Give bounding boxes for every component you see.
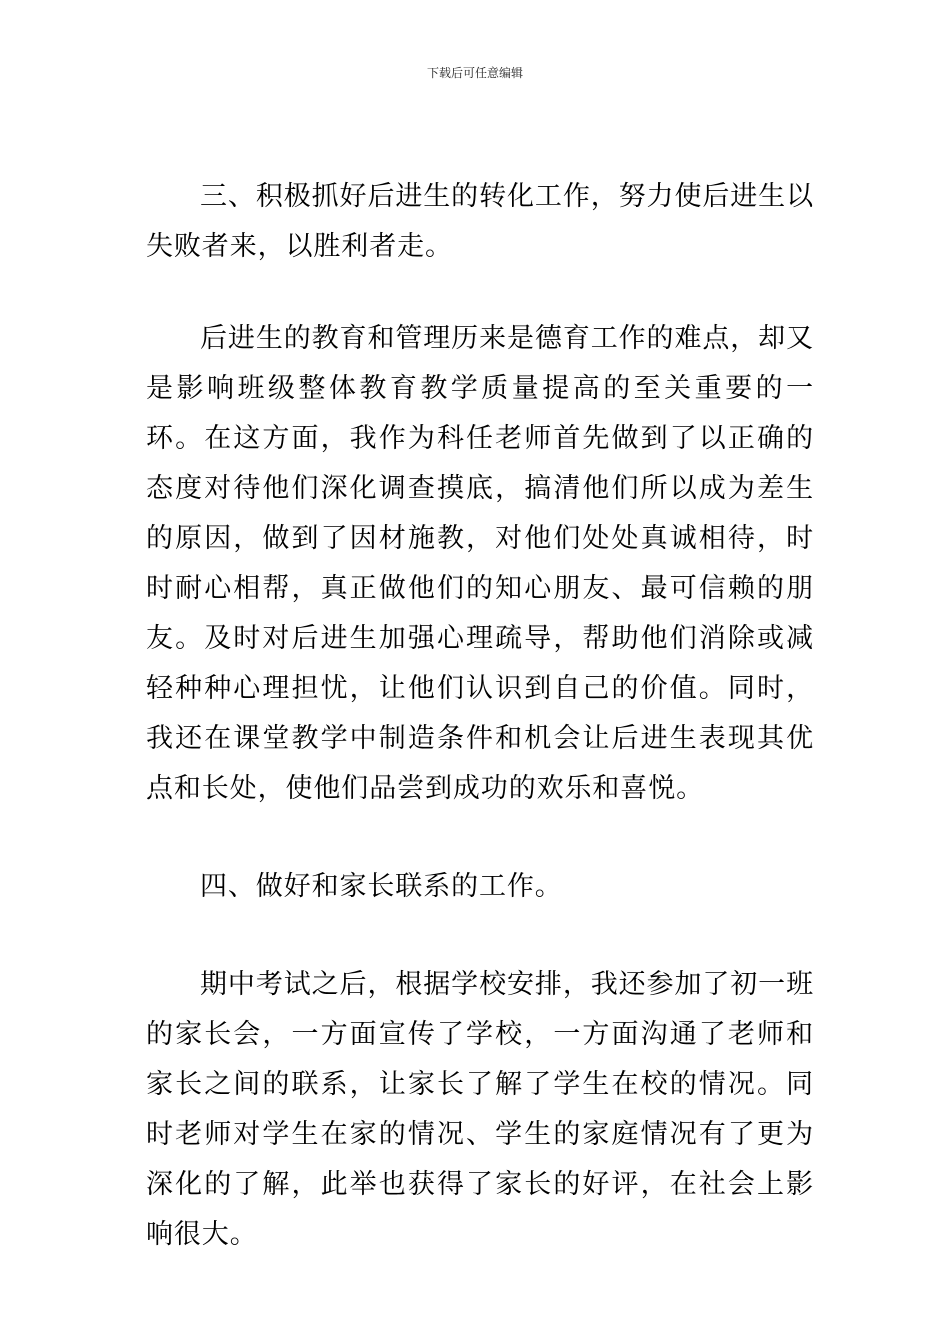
document-body (146, 172, 814, 1260)
page-header: 下载后可任意编辑 (426, 66, 523, 80)
section-heading-4: 四、做好和家长联系的工作。 (200, 871, 563, 902)
body-paragraph: 后进生的教育和管理历来是德育工作的难点，却又是影响班级整体教育教学质量提高的至关重要的一环。在这方面，我作为科任老师首先做到了以正确的态度对待他们深化调查摸底，搞清他们所以成为差生的原因，做到了因材施教，对他们处处真诚相待，时时耐心相帮，真正做他们的知心朋友、最可信赖的朋友。及时对后进生加强心理疏导，帮助他们消除或减轻种种心理担忧，让他们认识到自己的价值。同时，我还在课堂教学中制造条件和机会让后进生表现其优点和长处，使他们品尝到成功的欢乐和喜悦。 (146, 323, 814, 804)
body-paragraph: 期中考试之后，根据学校安排，我还参加了初一班的家长会，一方面宣传了学校，一方面沟通了老师和家长之间的联系，让家长了解了学生在校的情况。同时老师对学生在家的情况、学生的家庭情况有了更为深化的了解，此举也获得了家长的好评，在社会上影响很大。 (146, 969, 814, 1250)
section-heading-3: 三、积极抓好后进生的转化工作，努力使后进生以失败者来，以胜利者走。 (146, 181, 814, 262)
